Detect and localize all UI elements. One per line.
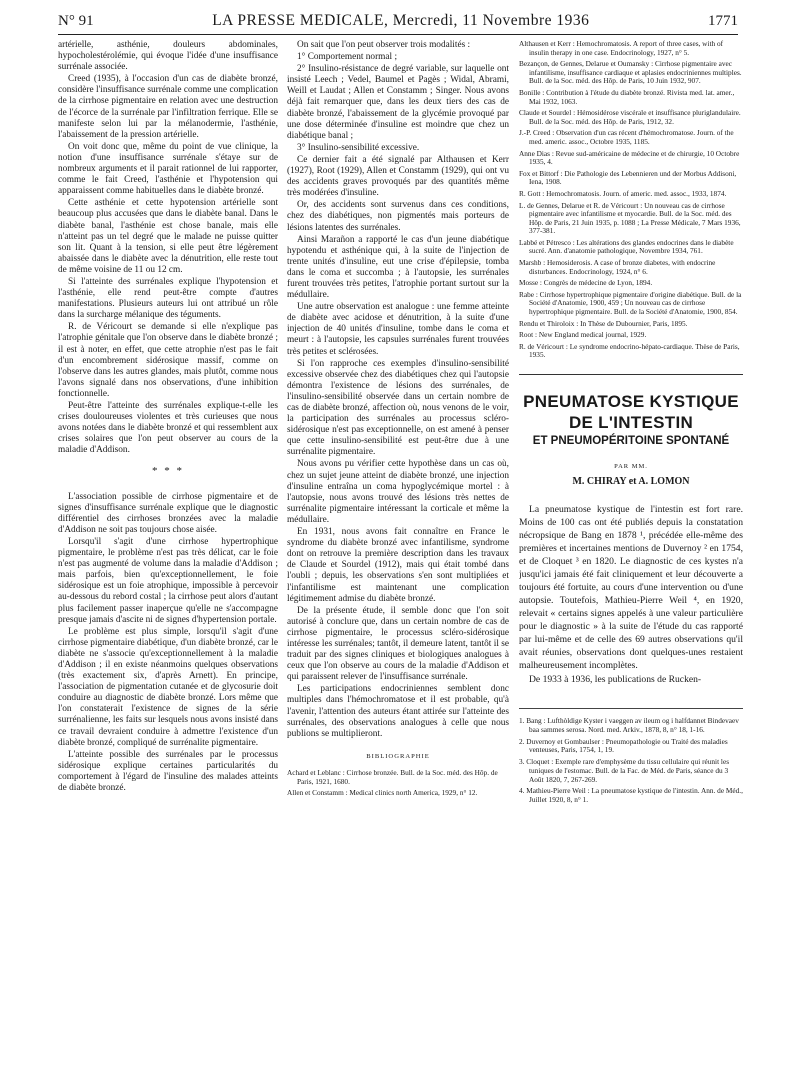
reference: Bezançon, de Gennes, Delarue et Oumansky : Cirrhose pigmentaire avec infantilisme, insuffisance cardiaque et aplasies endocriniennes multiples. Bull. de la Soc. méd. des Hôp. de Paris, 10 Juin 1932, 907. (519, 59, 742, 86)
paragraph: De la présente étude, il semble donc que l'on soit autorisé à conclure que, dans un certain nombre de cas de cirrhose pigmentaire, le processus scléro-sidérosique intéresse les surrénales; tantôt, il demeure latent, tantôt il se traduit par des signes cliniques et biologiques analogues à ceux que l'on observe au cours de la maladie d'Addison et qui paraissent relever de l'insuffisance surrénale. (287, 605, 509, 683)
reference: Achard et Leblanc : Cirrhose bronzée. Bull. de la Soc. méd. des Hôp. de Paris, 1921, 1680. (287, 767, 498, 786)
paragraph: La pneumatose kystique de l'intestin est fort rare. Moins de 100 cas ont été publiés depuis la constatation nécropsique de Bang en 1878 ¹, précédée elle-même des premières et incertaines mentions de Duvernoy ² en 1754, et de Cloquet ³ en 1820. Le diagnostic de ces kystes n'a jusqu'ici jamais été fait cliniquement et leur découverte a toujours été fortuite, au cours d'une intervention ou d'une autopsie. Toutefois, Mathieu-Pierre Weil ⁴, en 1920, relevait « certains signes appelés à une valeur particulière pour le diagnostic » à la suite de l'étude du cas rapporté par lui-même et de celle des 69 autres observations qu'il avait réunies, observations dont quelques-unes restaient malheureusement incomplètes. (519, 504, 743, 672)
column-1 (58, 40, 278, 1075)
paragraph: Nous avons pu vérifier cette hypothèse dans un cas où, chez un sujet jeune atteint de diabète bronzé, une injection d'insuline entraîna un coma hypoglycémique mortel : à l'autopsie, nous avons trouvé des lésions très nettes de surrénalite pigmentaire intéressant la corticale et même la médullaire. (287, 459, 509, 525)
column-3 (519, 40, 743, 1075)
reference: J.-P. Creed : Observation d'un cas récent d'hémochromatose. Journ. of the med. americ. assoc., Octobre 1935, 1185. (519, 128, 734, 146)
paragraph: 3° Insulino-sensibilité excessive. (297, 142, 420, 153)
reference: Bonille : Contribution à l'étude du diabète bronzé. Rivista med. lat. amer., Mai 1932, 1063. (519, 87, 735, 106)
article-authors: M. CHIRAY et A. LOMON (572, 476, 690, 488)
article-divider (519, 374, 743, 375)
reference: Fox et Bittorf : Die Pathologie des Lebennieren und der Morbus Addisoni, Iena, 1908. (519, 168, 737, 187)
article-subtitle: ET PNEUMOPÉRITOINE SPONTANÉ (532, 435, 730, 447)
paragraph: Lorsqu'il s'agit d'une cirrhose hypertrophique pigmentaire, le problème n'est pas très délicat, car le foie n'est pas augmenté de volume dans la maladie d'Addison ; mais parfois, bien qu'exceptionnellement, le foie sidérosique est un foie atrophique, impossible à percevoir au-dessous du rebord costal ; la cirrhose peut alors d'autant plus facilement passer inaperçue qu'elle ne s'accompagne presque jamais d'ascite ni de signes d'hypertension portale. (58, 536, 278, 625)
footnote: 1. Bang : Lufthòldige Kyster i vaeggen av ileum og i halfdannet Bindevaev baa sammes serosa. Nord. med. Arkiv., 1878, 8, n° 18, 1-16. (519, 716, 739, 734)
section-separator: * * * (152, 465, 184, 478)
paragraph: Ce dernier fait a été signalé par Althausen et Kerr (1927), Root (1929), Allen et Constamm (1929), qui ont vu des accidents graves provoqués par des quantités même très modérées d'insuline. (287, 154, 509, 199)
article-title-line: DE L'INTESTIN (568, 413, 694, 432)
paragraph: Or, des accidents sont survenus dans ces conditions, chez des diabétiques, non pigmentés mais porteurs de lésions latentes des surrénales. (287, 200, 509, 233)
reference: Rabe : Cirrhose hypertrophique pigmentaire d'origine diabétique. Bull. de la Société d'Anatomie, 1900, 459 ; Un nouveau cas de cirrhose hypertrophique pigmentaire. Bull. de la Société d'Anatomie, 1900, 854. (519, 289, 742, 317)
reference: Claude et Sourdel : Hémosidérose viscérale et insuffisance pluriglandulaire. Bull. de la Soc. méd. des Hôp. de Paris, 1912, 32. (519, 108, 741, 126)
paragraph: Creed (1935), à l'occasion d'un cas de diabète bronzé, considère l'insuffisance surrénale comme une complication de la cirrhose pigmentaire en relation avec une destruction de l'écorce de la surrénale par l'infiltration ferrique. Elle se manifeste selon lui par la mélanodermie, l'asthénie, l'abaissement de la pression artérielle. (58, 74, 278, 140)
issue-number: N° 91 (58, 12, 94, 29)
reference: R. de Véricourt : Le syndrome endocrino-hépato-cardiaque. Thèse de Paris, 1935. (519, 341, 740, 360)
byline-prefix: PAR MM. (614, 463, 648, 471)
reference: Allen et Constamm : Medical clinics north America, 1929, n° 12. (287, 788, 478, 798)
paragraph: L'association possible de cirrhose pigmentaire et de signes d'insuffisance surrénale explique que le diagnostic différentiel des cirrhoses bronzées avec la maladie d'Addison ne soit pas toujours chose aisée. (58, 491, 278, 535)
article-title-line: PNEUMATOSE KYSTIQUE (523, 392, 739, 411)
paragraph: Le problème est plus simple, lorsqu'il s'agit d'une cirrhose pigmentaire diabétique, d'un diabète bronzé, car le diabète ne s'associe qu'exceptionnellement à la maladie d'Addison ; il en existe néanmoins quelques observations (très exactement six, d'après Arnett). En principe, l'association de pigmentation cutanée et de glycosurie doit conduire au diagnostic de diabète bronzé. Lors même que l'on constaterait l'existence de signes de la série surrénalienne, les faits sur lesquels nous avons insisté dans ce travail devraient conduire à admettre l'existence d'un diabète bronzé, compliqué de surrénalite pigmentaire. (58, 626, 278, 748)
page-number: 1771 (707, 12, 738, 29)
paragraph: R. de Véricourt se demande si elle n'explique pas l'atrophie génitale que l'on observe dans le diabète bronzé ; il est à noter, en effet, que cette atrophie n'est pas le fait d'un encombrement sidérosique massif, comme on l'observe dans les autres glandes, mais plutôt, comme nous l'avons signalé dans nos observations, d'une inhibition fonctionnelle. (58, 322, 278, 399)
paragraph: En 1931, nous avons fait connaître en France le syndrome du diabète bronzé avec infantilisme, syndrome dont on retrouve la première description dans les travaux de Claude et Sourdel (1912), mais qui était tombé dans l'oubli ; depuis, les observations s'en sont multipliées et l'infantilisme est maintenant une complication légitimement admise du diabète bronzé. (287, 527, 509, 604)
reference: Mosse : Congrès de médecine de Lyon, 1894. (519, 278, 653, 288)
paragraph: Une autre observation est analogue : une femme atteinte de diabète avec acidose et dénutrition, à la suite d'une injection de 40 unités d'insuline, tombe dans le coma et meurt : à l'autopsie, les capsules surrénales furent trouvées très petites et sclérosées. (287, 302, 509, 357)
paragraph: Si l'atteinte des surrénales explique l'hypotension et l'asthénie, elle rend peut-être compte d'autres manifestations. Plusieurs auteurs lui ont attribué un rôle dans la surcharge mélanique des téguments. (58, 276, 278, 321)
paragraph: Les participations endocriniennes semblent donc multiples dans l'hémochromatose et il est probable, qu'à l'avenir, l'attention des auteurs étant attirée sur l'atteinte des surrénales, des observations analogues à celle que nous publions se multiplieront. (287, 684, 509, 739)
paragraph: 1° Comportement normal ; (297, 52, 398, 63)
paragraph: L'atteinte possible des surrénales par le processus sidérosique explique certaines particularités du comportement à l'égard de l'insuline des malades atteints de diabète bronzé. (58, 749, 278, 793)
reference: Rendu et Thiroloix : In Thèse de Dubournier, Paris, 1895. (519, 318, 688, 328)
reference: Root : New England medical journal, 1929. (519, 330, 647, 340)
footnote: 4. Mathieu-Pierre Weil : La pneumatose kystique de l'intestin. Ann. de Méd., Juillet 1920, 8, n° 1. (519, 786, 743, 804)
paragraph: Cette asthénie et cette hypotension artérielle sont beaucoup plus accusées que dans le diabète banal. Dans le diabète banal, l'asthénie est chose banale, mais elle n'atteint pas un tel degré que le malade ne puisse quitter son lit. Quant à la tension, si elle peut être légèrement abaissée dans le diabète avec la dénutrition, elle reste tout de même voisine de 11 ou 12 cm. (58, 198, 278, 275)
bibliography-heading: BIBLIOGRAPHIE (366, 752, 430, 760)
paragraph: 2° Insulino-résistance de degré variable, sur laquelle ont insisté Leech ; Vedel, Baumel et Pagès ; Widal, Abrami, Weill et Laudat ; Allen et Constamm ; Singer. Nous avons déjà fait remarquer que, dans les deux tiers des cas de diabète bronzé, l'abaissement de la glycémie provoqué par une dose déterminée d'insuline est moindre que chez un diabétique banal ; (287, 64, 509, 141)
footnote: 2. Duvernoy et Gombaulser : Pneumopathologie ou Traité des maladies venteuses, Paris, 1754, 1, 19. (519, 736, 728, 755)
reference: L. de Gennes, Delarue et R. de Véricourt : Un nouveau cas de cirrhose pigmentaire avec infantilisme et myocardie. Bull. de la Soc. méd. des Hôp. de Paris, 21 Juin 1935, p. 1088 ; La Presse Médicale, 7 Mars 1936, 377-381. (519, 200, 741, 236)
reference: Anne Dias : Revue sud-américaine de médecine et de chirurgie, 10 Octobre 1935, 4. (519, 148, 740, 167)
journal-title: LA PRESSE MEDICALE, Mercredi, 11 Novembre 1936 (212, 12, 590, 29)
page-header (58, 8, 738, 35)
reference: Marshb : Hemosiderosis. A case of bronze diabetes, with endocrine disturbances. Endocrinology, 1924, n° 6. (519, 258, 716, 276)
reference: R. Gott : Hemochromatosis. Journ. of americ. med. assoc., 1933, 1874. (519, 188, 727, 198)
reference: Labbé et Pétresco : Les altérations des glandes endocrines dans le diabète sucré. Ann. d'anatomie pathologique, Novembre 1934, 761. (519, 237, 734, 256)
paragraph: On voit donc que, même du point de vue clinique, la notion d'une insuffisance surrénale s'étaye sur de nombreux arguments et il parait rationnel de lui rapporter, comme le fait Creed, l'asthénie et l'hypotension qui apparaissent comme habituelles dans le diabète bronzé. (58, 141, 278, 197)
footnote: 3. Cloquet : Exemple rare d'emphysème du tissu cellulaire qui réunit les tuniques de l'estomac. Bull. de la Fac. de Méd. de Paris, séance du 3 Août 1820, 7, 267-269. (519, 757, 730, 784)
column-2 (287, 40, 509, 1075)
footnotes (519, 708, 743, 804)
paragraph: Si l'on rapproche ces exemples d'insulino-sensibilité excessive observée chez des diabétiques chez qui l'autopsie démontra l'existence de lésions des surrénales, de l'insulino-sensibilité observée dans un certain nombre de cas de diabète bronzé, affection où, nous venons de le voir, la participation des surrénales au processus scléro-sidérosique n'est pas exceptionnelle, on est amené à penser que cette insulino-sensibilité est peut-être due à une surrénalite pigmentaire. (287, 358, 509, 458)
reference: Althausen et Kerr : Hemochromatosis. A report of three cases, with of insulin therapy in one case. Endocrinology, 1927, n° 5. (519, 40, 724, 57)
paragraph: Peut-être l'atteinte des surrénales explique-t-elle les crises douloureuses violentes et très curieuses que nous avons notées dans le diabète bronzé et qui ressemblent aux crises solaires que l'on peut observer au cours de la maladie d'Addison. (58, 401, 278, 456)
paragraph: De 1933 à 1936, les publications de Rucken- (529, 674, 702, 686)
article-title (519, 391, 743, 433)
paragraph: artérielle, asthénie, douleurs abdominales, hypocholestérolémie, qui évoque l'idée d'une insuffisance surrénale associée. (58, 40, 278, 73)
paragraph: Ainsi Marañon a rapporté le cas d'un jeune diabétique hypotendu et asthénique qui, à la suite de l'injection de trente unités d'insuline, eut une crise d'épilepsie, tomba dans le coma et succomba ; à l'autopsie, les surrénales furent trouvées très petites, l'atrophie portant surtout sur la médullaire. (287, 234, 509, 301)
article-body (519, 503, 743, 686)
paragraph: On sait que l'on peut observer trois modalités : (297, 40, 471, 50)
